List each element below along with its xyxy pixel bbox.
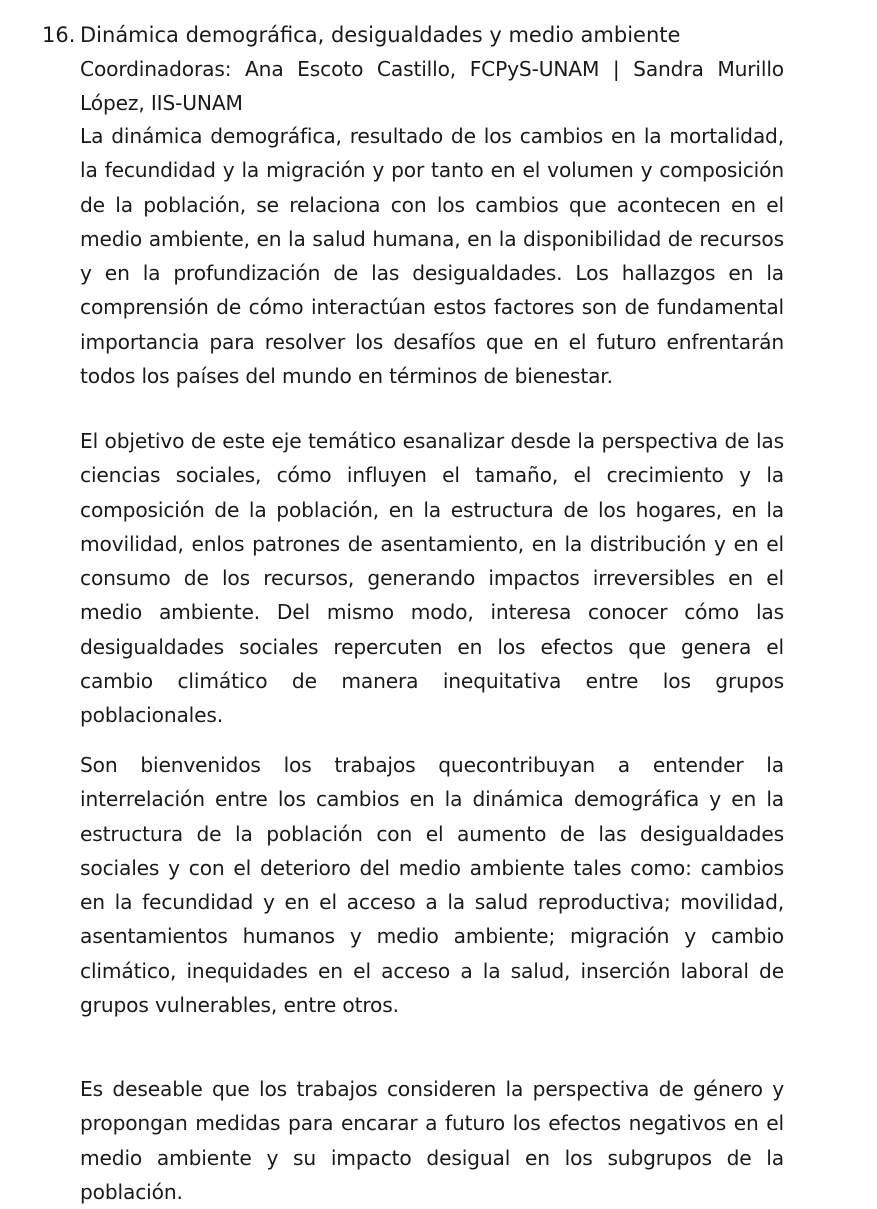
paragraph-intro: La dinámica demográfica, resultado de los cambios en la mortalidad, la fecundidad y la migración y por tanto en el volumen y composición de la población, se relaciona con los cambios que acontecen en el medio ambiente, en la salud humana, en la disponibilidad de recursos y en la profundización de las desigualdades. Los hallazgos en la comprensión de cómo interactúan estos factores son de fundamental importancia para resolver los desafíos que en el futuro enfrentarán todos los países del mundo en términos de bienestar.: [80, 124, 784, 389]
paragraph-gender-perspective: Es deseable que los trabajos consideren la perspectiva de género y propongan medidas para encarar a futuro los efectos negativos en el medio ambiente y su impacto desigual en los subgrupos de la población.: [80, 1077, 784, 1204]
section-number: 16.: [42, 23, 76, 47]
section-heading: [42, 19, 842, 52]
coordinators-line: Coordinadoras: Ana Escoto Castillo, FCPyS-UNAM | Sandra Murillo López, IIS-UNAM: [80, 57, 784, 115]
paragraph-welcome-works: Son bienvenidos los trabajos quecontribuyan a entender la interrelación entre los cambios en la dinámica demográfica y en la estructura de la población con el aumento de las desigualdades sociales y con el deterioro del medio ambiente tales como: cambios en la fecundidad y en el acceso a la salud reproductiva; movilidad, asentamientos humanos y medio ambiente; migración y cambio climático, inequidades en el acceso a la salud, inserción laboral de grupos vulnerables, entre otros.: [80, 753, 784, 1018]
section-title: Dinámica demográfica, desigualdades y medio ambiente: [80, 23, 681, 47]
paragraph-objective: El objetivo de este eje temático esanalizar desde la perspectiva de las ciencias sociales, cómo influyen el tamaño, el crecimiento y la composición de la población, en la estructura de los hogares, en la movilidad, enlos patrones de asentamiento, en la distribución y en el consumo de los recursos, generando impactos irreversibles en el medio ambiente. Del mismo modo, interesa conocer cómo las desigualdades sociales repercuten en los efectos que genera el cambio climático de manera inequitativa entre los grupos poblacionales.: [80, 429, 784, 728]
